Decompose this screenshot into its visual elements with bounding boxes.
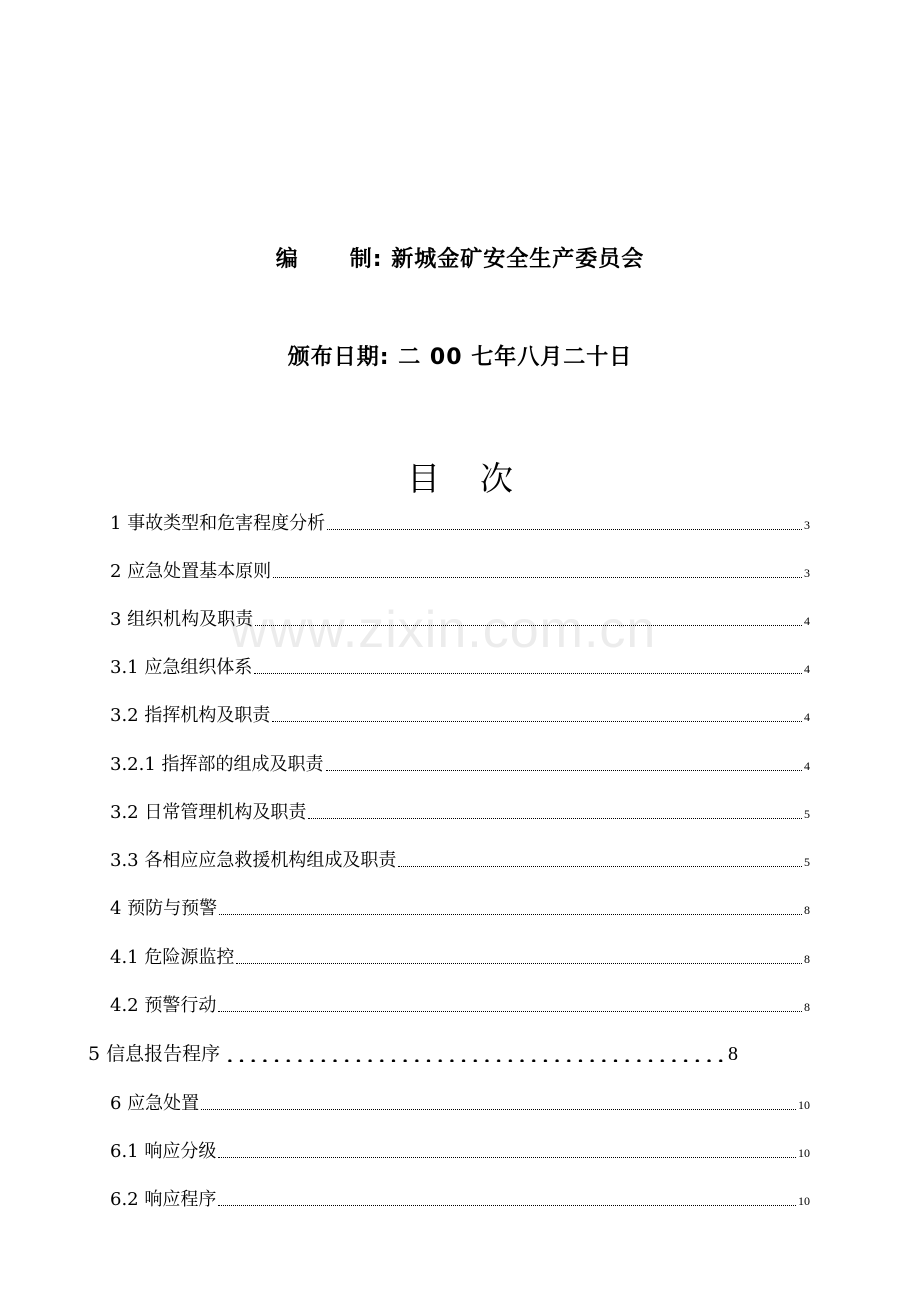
toc-entry-10[interactable]	[110, 942, 810, 970]
toc-leader-dots	[273, 576, 802, 578]
toc-entry-3[interactable]	[110, 604, 810, 632]
toc-entry-page: 10	[798, 1194, 810, 1208]
toc-entry-page: 8	[804, 903, 810, 917]
toc-title	[0, 453, 920, 500]
toc-entry-1[interactable]	[110, 508, 810, 536]
toc-entry-page: 10	[798, 1146, 810, 1160]
toc-entry-text: 4.1 危险源监控	[110, 947, 235, 968]
release-date-line	[0, 340, 920, 371]
toc-entry-text: 3 组织机构及职责	[110, 609, 254, 630]
toc-leader-dots	[326, 769, 802, 771]
toc-leader-dots	[327, 528, 802, 530]
toc-title-char-2: 次	[480, 459, 513, 498]
toc-leader-dots	[254, 672, 802, 674]
toc-entry-text: 1 事故类型和危害程度分析	[110, 513, 326, 534]
toc-leader-dots	[219, 913, 802, 915]
toc-entry-2[interactable]	[110, 556, 810, 584]
toc-entry-5[interactable]	[110, 700, 810, 728]
toc-entry-text: 3.2 日常管理机构及职责	[110, 802, 307, 823]
toc-title-char-1: 目	[407, 459, 440, 498]
toc-entry-text: 4 预防与预警	[110, 898, 218, 919]
compiler-label-a: 编	[275, 247, 298, 272]
toc-entry-13[interactable]	[110, 1088, 810, 1116]
toc-entry-page: 4	[804, 759, 810, 773]
toc-entry-15[interactable]	[110, 1184, 810, 1212]
toc-entry-page: 5	[804, 855, 810, 869]
toc-entry-page: 4	[804, 662, 810, 676]
toc-leader-dots	[218, 1156, 796, 1158]
toc-entry-6[interactable]	[110, 749, 810, 777]
toc-entry-text: 4.2 预警行动	[110, 995, 217, 1016]
release-value: 二 00 七年八月二十日	[398, 345, 633, 370]
toc-leader-dots	[218, 1010, 802, 1012]
compiler-label-b: 制:	[349, 247, 383, 272]
toc-entry-page: 4	[804, 710, 810, 724]
toc-entry-page: 4	[804, 614, 810, 628]
release-label: 颁布日期:	[287, 345, 390, 370]
toc-entry-text: 3.2.1 指挥部的组成及职责	[110, 754, 324, 775]
toc-entry-page: 8	[804, 1000, 810, 1014]
compiler-line	[0, 242, 920, 273]
toc-entry-4[interactable]	[110, 652, 810, 680]
toc-entry-text: 3.3 各相应应急救援机构组成及职责	[110, 850, 397, 871]
toc-leader-dots	[398, 865, 802, 867]
watermark: www.zixin.com.cn	[230, 601, 657, 659]
toc-entry-text: 3.1 应急组织体系	[110, 657, 253, 678]
toc-entry-text: 3.2 指挥机构及职责	[110, 705, 271, 726]
toc-entry-text: 6.2 响应程序	[110, 1189, 217, 1210]
toc-leader-dots	[272, 720, 802, 722]
toc-leader-dots	[224, 1042, 724, 1062]
toc-entry-page: 3	[804, 566, 810, 580]
toc-entry-9[interactable]	[110, 893, 810, 921]
toc-entry-14[interactable]	[110, 1136, 810, 1164]
toc-leader-dots	[236, 962, 802, 964]
toc-entry-text: 6.1 响应分级	[110, 1141, 217, 1162]
toc-leader-dots	[201, 1108, 796, 1110]
toc-entry-text: 6 应急处置	[110, 1093, 200, 1114]
toc-entry-7[interactable]	[110, 797, 810, 825]
toc-leader-dots	[308, 817, 802, 819]
toc-entry-page: 3	[804, 518, 810, 532]
toc-entry-page: 10	[798, 1098, 810, 1112]
toc-entry-text: 5 信息报告程序	[88, 1043, 221, 1065]
toc-entry-text: 2 应急处置基本原则	[110, 561, 272, 582]
toc-entry-page: 8	[728, 1043, 738, 1065]
toc-entry-11[interactable]	[110, 990, 810, 1018]
toc-entry-page: 8	[804, 952, 810, 966]
toc-entry-page: 5	[804, 807, 810, 821]
compiler-value: 新城金矿安全生产委员会	[391, 247, 645, 272]
toc-leader-dots	[255, 624, 802, 626]
toc-entry-12[interactable]	[88, 1038, 738, 1066]
toc-entry-8[interactable]	[110, 845, 810, 873]
toc-leader-dots	[218, 1204, 796, 1206]
